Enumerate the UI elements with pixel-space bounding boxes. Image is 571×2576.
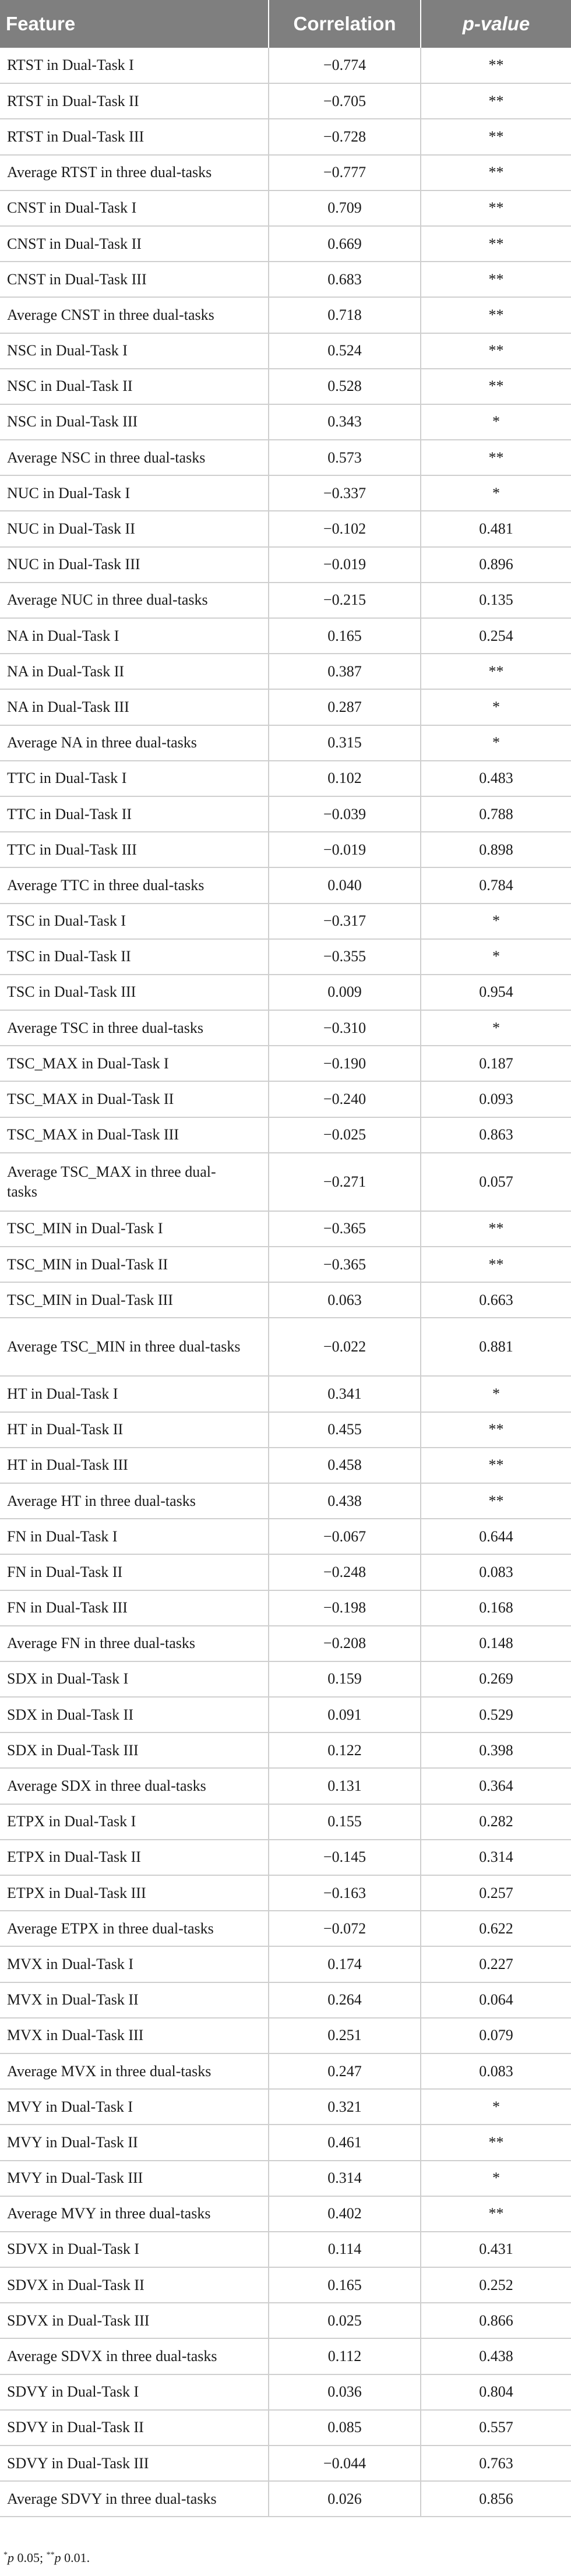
pvalue-cell: 0.398	[421, 1732, 571, 1768]
table-row	[0, 1376, 571, 1411]
table-row	[0, 1117, 571, 1153]
correlation-cell: 0.683	[269, 262, 421, 297]
pvalue-cell: *	[421, 939, 571, 975]
pvalue-cell: 0.135	[421, 583, 571, 618]
table-row	[0, 1982, 571, 2018]
table-row	[0, 2053, 571, 2089]
feature-cell: NUC in Dual-Task I	[0, 475, 269, 511]
table-row	[0, 1519, 571, 1554]
correlation-cell: 0.131	[269, 1768, 421, 1804]
pvalue-cell: 0.364	[421, 1768, 571, 1804]
table-row	[0, 1732, 571, 1768]
correlation-cell: −0.248	[269, 1554, 421, 1590]
correlation-cell: 0.091	[269, 1697, 421, 1732]
pvalue-cell: 0.863	[421, 1117, 571, 1153]
table-row	[0, 404, 571, 440]
feature-cell: SDVY in Dual-Task II	[0, 2410, 269, 2446]
correlation-cell: −0.728	[269, 119, 421, 154]
correlation-cell: 0.573	[269, 440, 421, 475]
feature-cell: Average CNST in three dual-tasks	[0, 297, 269, 333]
correlation-cell: −0.215	[269, 583, 421, 618]
table-row	[0, 1483, 571, 1519]
correlation-cell: 0.102	[269, 761, 421, 796]
header-correlation: Correlation	[269, 0, 421, 48]
feature-cell: CNST in Dual-Task III	[0, 262, 269, 297]
header-feature: Feature	[0, 0, 269, 48]
correlation-cell: −0.365	[269, 1211, 421, 1247]
feature-cell: SDVX in Dual-Task II	[0, 2267, 269, 2303]
correlation-cell: −0.337	[269, 475, 421, 511]
footnote-text-double: 0.01.	[61, 2550, 90, 2565]
correlation-cell: 0.341	[269, 1376, 421, 1411]
correlation-cell: −0.190	[269, 1046, 421, 1081]
pvalue-cell: 0.282	[421, 1804, 571, 1840]
feature-cell: TSC_MIN in Dual-Task III	[0, 1282, 269, 1318]
correlation-cell: 0.165	[269, 618, 421, 654]
table-row	[0, 1661, 571, 1697]
table-row	[0, 618, 571, 654]
pvalue-cell: 0.083	[421, 1554, 571, 1590]
correlation-cell: 0.063	[269, 1282, 421, 1318]
pvalue-cell: **	[421, 119, 571, 154]
feature-cell: ETPX in Dual-Task I	[0, 1804, 269, 1840]
table-row	[0, 119, 571, 154]
table-row	[0, 475, 571, 511]
table-header	[0, 0, 571, 48]
correlation-cell: 0.343	[269, 404, 421, 440]
table-row	[0, 1554, 571, 1590]
table-row	[0, 867, 571, 903]
correlation-cell: −0.102	[269, 511, 421, 546]
footnote-mark-double: **	[46, 2550, 55, 2560]
correlation-cell: 0.321	[269, 2089, 421, 2125]
feature-cell: Average SDVX in three dual-tasks	[0, 2338, 269, 2374]
pvalue-cell: 0.314	[421, 1840, 571, 1875]
table-body	[0, 48, 571, 2517]
pvalue-cell: **	[421, 369, 571, 404]
feature-cell: Average TTC in three dual-tasks	[0, 867, 269, 903]
feature-cell: TTC in Dual-Task I	[0, 761, 269, 796]
correlation-cell: −0.163	[269, 1875, 421, 1911]
correlation-cell: 0.669	[269, 226, 421, 262]
correlation-cell: 0.524	[269, 333, 421, 369]
table-row	[0, 904, 571, 939]
correlation-cell: −0.310	[269, 1010, 421, 1046]
pvalue-cell: 0.083	[421, 2053, 571, 2089]
correlation-cell: 0.264	[269, 1982, 421, 2018]
pvalue-cell: **	[421, 654, 571, 689]
table-row	[0, 2267, 571, 2303]
feature-cell: MVX in Dual-Task III	[0, 2018, 269, 2053]
table-row	[0, 262, 571, 297]
correlation-cell: −0.039	[269, 796, 421, 832]
pvalue-cell: *	[421, 1376, 571, 1411]
correlation-cell: −0.072	[269, 1911, 421, 1946]
pvalue-cell: 0.057	[421, 1153, 571, 1211]
feature-cell: Average TSC_MAX in three dual-tasks	[0, 1153, 269, 1211]
table-row	[0, 83, 571, 119]
pvalue-cell: 0.438	[421, 2338, 571, 2374]
pvalue-cell: 0.483	[421, 761, 571, 796]
footnote-mark-single: *	[3, 2550, 8, 2560]
pvalue-cell: **	[421, 190, 571, 226]
table-row	[0, 1768, 571, 1804]
correlation-cell: 0.025	[269, 2303, 421, 2338]
pvalue-cell: 0.866	[421, 2303, 571, 2338]
correlation-cell: 0.455	[269, 1412, 421, 1448]
table-row	[0, 2446, 571, 2481]
table-row	[0, 975, 571, 1010]
table-row	[0, 725, 571, 761]
correlation-cell: −0.198	[269, 1590, 421, 1626]
footnote-text-single: 0.05;	[14, 2550, 47, 2565]
feature-cell: SDX in Dual-Task I	[0, 1661, 269, 1697]
pvalue-cell: 0.093	[421, 1081, 571, 1117]
feature-cell: RTST in Dual-Task III	[0, 119, 269, 154]
feature-cell: HT in Dual-Task I	[0, 1376, 269, 1411]
correlation-cell: 0.085	[269, 2410, 421, 2446]
table-row	[0, 155, 571, 190]
table-row	[0, 1153, 571, 1211]
feature-cell: TSC_MIN in Dual-Task I	[0, 1211, 269, 1247]
pvalue-cell: 0.784	[421, 867, 571, 903]
feature-cell: SDVX in Dual-Task III	[0, 2303, 269, 2338]
table-row	[0, 796, 571, 832]
table-row	[0, 583, 571, 618]
table-row	[0, 297, 571, 333]
table-row	[0, 832, 571, 867]
pvalue-cell: 0.763	[421, 2446, 571, 2481]
correlation-cell: −0.019	[269, 547, 421, 583]
feature-cell: TSC_MIN in Dual-Task II	[0, 1247, 269, 1282]
table-row	[0, 1247, 571, 1282]
correlation-cell: 0.009	[269, 975, 421, 1010]
feature-cell: SDVY in Dual-Task I	[0, 2374, 269, 2410]
correlation-cell: 0.159	[269, 1661, 421, 1697]
pvalue-cell: 0.557	[421, 2410, 571, 2446]
correlation-cell: 0.155	[269, 1804, 421, 1840]
pvalue-cell: **	[421, 333, 571, 369]
pvalue-cell: **	[421, 2196, 571, 2232]
feature-cell: MVY in Dual-Task III	[0, 2161, 269, 2196]
pvalue-cell: 0.804	[421, 2374, 571, 2410]
header-pvalue	[421, 0, 571, 48]
correlation-cell: 0.036	[269, 2374, 421, 2410]
feature-cell: Average NA in three dual-tasks	[0, 725, 269, 761]
feature-cell: TSC in Dual-Task III	[0, 975, 269, 1010]
table-row	[0, 2089, 571, 2125]
table-row	[0, 511, 571, 546]
table-row	[0, 2338, 571, 2374]
table-row	[0, 1590, 571, 1626]
table-row	[0, 440, 571, 475]
pvalue-cell: 0.898	[421, 832, 571, 867]
correlation-cell: 0.040	[269, 867, 421, 903]
feature-cell: CNST in Dual-Task II	[0, 226, 269, 262]
correlation-cell: −0.067	[269, 1519, 421, 1554]
table-row	[0, 1626, 571, 1661]
table-row	[0, 2125, 571, 2160]
pvalue-cell: **	[421, 1483, 571, 1519]
pvalue-cell: 0.187	[421, 1046, 571, 1081]
pvalue-cell: 0.788	[421, 796, 571, 832]
table-row	[0, 226, 571, 262]
correlation-cell: −0.365	[269, 1247, 421, 1282]
feature-cell: MVY in Dual-Task II	[0, 2125, 269, 2160]
feature-cell: FN in Dual-Task II	[0, 1554, 269, 1590]
feature-cell: NSC in Dual-Task II	[0, 369, 269, 404]
table-row	[0, 761, 571, 796]
table-row	[0, 1911, 571, 1946]
table-row	[0, 654, 571, 689]
table-row	[0, 2303, 571, 2338]
table-row	[0, 689, 571, 725]
pvalue-cell: *	[421, 2161, 571, 2196]
correlation-cell: 0.112	[269, 2338, 421, 2374]
feature-cell: NA in Dual-Task I	[0, 618, 269, 654]
pvalue-cell: *	[421, 404, 571, 440]
feature-cell: SDX in Dual-Task III	[0, 1732, 269, 1768]
correlation-cell: −0.355	[269, 939, 421, 975]
correlation-cell: 0.387	[269, 654, 421, 689]
correlation-cell: −0.044	[269, 2446, 421, 2481]
correlation-cell: 0.314	[269, 2161, 421, 2196]
pvalue-cell: 0.257	[421, 1875, 571, 1911]
feature-cell: TSC_MAX in Dual-Task II	[0, 1081, 269, 1117]
correlation-cell: 0.461	[269, 2125, 421, 2160]
pvalue-cell: 0.622	[421, 1911, 571, 1946]
pvalue-cell: 0.252	[421, 2267, 571, 2303]
feature-cell: Average SDVY in three dual-tasks	[0, 2481, 269, 2517]
feature-cell: TSC in Dual-Task I	[0, 904, 269, 939]
pvalue-cell: 0.896	[421, 547, 571, 583]
feature-cell: CNST in Dual-Task I	[0, 190, 269, 226]
pvalue-cell: *	[421, 689, 571, 725]
correlation-cell: 0.114	[269, 2232, 421, 2267]
pvalue-cell: 0.227	[421, 1946, 571, 1982]
feature-cell: MVX in Dual-Task I	[0, 1946, 269, 1982]
feature-cell: Average TSC in three dual-tasks	[0, 1010, 269, 1046]
pvalue-cell: *	[421, 2089, 571, 2125]
feature-cell: Average ETPX in three dual-tasks	[0, 1911, 269, 1946]
correlation-cell: −0.774	[269, 48, 421, 83]
pvalue-cell: **	[421, 1211, 571, 1247]
table-row	[0, 1318, 571, 1376]
feature-cell: SDVY in Dual-Task III	[0, 2446, 269, 2481]
pvalue-cell: *	[421, 475, 571, 511]
table-row	[0, 1081, 571, 1117]
feature-cell: Average SDX in three dual-tasks	[0, 1768, 269, 1804]
correlation-cell: 0.458	[269, 1448, 421, 1483]
feature-cell: TSC in Dual-Task II	[0, 939, 269, 975]
feature-cell: Average TSC_MIN in three dual-tasks	[0, 1318, 269, 1376]
pvalue-cell: **	[421, 440, 571, 475]
pvalue-cell: 0.254	[421, 618, 571, 654]
table-row	[0, 1282, 571, 1318]
feature-cell: RTST in Dual-Task I	[0, 48, 269, 83]
correlation-cell: 0.315	[269, 725, 421, 761]
pvalue-cell: **	[421, 83, 571, 119]
feature-cell: Average MVY in three dual-tasks	[0, 2196, 269, 2232]
pvalue-cell: **	[421, 297, 571, 333]
feature-cell: Average FN in three dual-tasks	[0, 1626, 269, 1661]
pvalue-cell: 0.269	[421, 1661, 571, 1697]
pvalue-cell: 0.529	[421, 1697, 571, 1732]
table-row	[0, 939, 571, 975]
feature-cell: TTC in Dual-Task II	[0, 796, 269, 832]
feature-cell: TSC_MAX in Dual-Task III	[0, 1117, 269, 1153]
correlation-cell: −0.317	[269, 904, 421, 939]
correlation-cell: −0.022	[269, 1318, 421, 1376]
correlation-cell: 0.026	[269, 2481, 421, 2517]
table-row	[0, 1946, 571, 1982]
feature-cell: NA in Dual-Task III	[0, 689, 269, 725]
correlation-cell: −0.025	[269, 1117, 421, 1153]
feature-cell: ETPX in Dual-Task III	[0, 1875, 269, 1911]
pvalue-cell: **	[421, 1412, 571, 1448]
header-pvalue-text: p-value	[462, 13, 530, 34]
feature-cell: RTST in Dual-Task II	[0, 83, 269, 119]
pvalue-cell: **	[421, 155, 571, 190]
table-row	[0, 1697, 571, 1732]
feature-cell: Average RTST in three dual-tasks	[0, 155, 269, 190]
table-row	[0, 333, 571, 369]
feature-cell: TTC in Dual-Task III	[0, 832, 269, 867]
pvalue-cell: **	[421, 1448, 571, 1483]
table-row	[0, 2481, 571, 2517]
pvalue-cell: **	[421, 1247, 571, 1282]
correlation-cell: 0.402	[269, 2196, 421, 2232]
pvalue-cell: 0.644	[421, 1519, 571, 1554]
pvalue-cell: *	[421, 904, 571, 939]
table-row	[0, 1875, 571, 1911]
feature-cell: NSC in Dual-Task III	[0, 404, 269, 440]
correlation-cell: 0.438	[269, 1483, 421, 1519]
table-row	[0, 1448, 571, 1483]
feature-cell: NUC in Dual-Task III	[0, 547, 269, 583]
correlation-cell: 0.251	[269, 2018, 421, 2053]
table-row	[0, 2410, 571, 2446]
feature-cell: Average MVX in three dual-tasks	[0, 2053, 269, 2089]
feature-cell: TSC_MAX in Dual-Task I	[0, 1046, 269, 1081]
pvalue-cell: **	[421, 262, 571, 297]
feature-cell: HT in Dual-Task III	[0, 1448, 269, 1483]
feature-cell: NUC in Dual-Task II	[0, 511, 269, 546]
pvalue-cell: 0.954	[421, 975, 571, 1010]
correlation-cell: −0.705	[269, 83, 421, 119]
feature-cell: NA in Dual-Task II	[0, 654, 269, 689]
table-row	[0, 1010, 571, 1046]
table-row	[0, 48, 571, 83]
correlation-cell: −0.240	[269, 1081, 421, 1117]
table-row	[0, 547, 571, 583]
correlation-cell: 0.718	[269, 297, 421, 333]
feature-cell: NSC in Dual-Task I	[0, 333, 269, 369]
feature-cell: FN in Dual-Task I	[0, 1519, 269, 1554]
correlation-cell: 0.528	[269, 369, 421, 404]
feature-cell: ETPX in Dual-Task II	[0, 1840, 269, 1875]
pvalue-cell: **	[421, 226, 571, 262]
correlation-cell: −0.777	[269, 155, 421, 190]
feature-cell: Average NUC in three dual-tasks	[0, 583, 269, 618]
feature-cell: SDVX in Dual-Task I	[0, 2232, 269, 2267]
pvalue-cell: 0.168	[421, 1590, 571, 1626]
footnote-p-single: p	[8, 2550, 14, 2565]
feature-cell: MVX in Dual-Task II	[0, 1982, 269, 2018]
table-row	[0, 1211, 571, 1247]
correlation-cell: 0.165	[269, 2267, 421, 2303]
table-row	[0, 1840, 571, 1875]
correlation-cell: 0.709	[269, 190, 421, 226]
pvalue-cell: *	[421, 725, 571, 761]
pvalue-cell: **	[421, 48, 571, 83]
table-row	[0, 2196, 571, 2232]
pvalue-cell: *	[421, 1010, 571, 1046]
table-row	[0, 190, 571, 226]
table-row	[0, 1412, 571, 1448]
table-row	[0, 1046, 571, 1081]
pvalue-cell: 0.663	[421, 1282, 571, 1318]
table-row	[0, 369, 571, 404]
correlation-cell: 0.247	[269, 2053, 421, 2089]
feature-cell: HT in Dual-Task II	[0, 1412, 269, 1448]
pvalue-cell: 0.431	[421, 2232, 571, 2267]
correlation-cell: 0.174	[269, 1946, 421, 1982]
pvalue-cell: 0.856	[421, 2481, 571, 2517]
pvalue-cell: 0.148	[421, 1626, 571, 1661]
correlation-cell: −0.208	[269, 1626, 421, 1661]
feature-cell: MVY in Dual-Task I	[0, 2089, 269, 2125]
table-row	[0, 2232, 571, 2267]
table-row	[0, 2374, 571, 2410]
feature-cell: SDX in Dual-Task II	[0, 1697, 269, 1732]
pvalue-cell: 0.881	[421, 1318, 571, 1376]
correlation-cell: −0.019	[269, 832, 421, 867]
table-row	[0, 1804, 571, 1840]
footnote-p-double: p	[54, 2550, 61, 2565]
table-row	[0, 2018, 571, 2053]
feature-cell: FN in Dual-Task III	[0, 1590, 269, 1626]
correlation-cell: 0.287	[269, 689, 421, 725]
pvalue-cell: 0.079	[421, 2018, 571, 2053]
pvalue-cell: 0.481	[421, 511, 571, 546]
feature-cell: Average NSC in three dual-tasks	[0, 440, 269, 475]
correlation-cell: 0.122	[269, 1732, 421, 1768]
correlation-cell: −0.145	[269, 1840, 421, 1875]
pvalue-cell: 0.064	[421, 1982, 571, 2018]
table-footnote	[3, 2550, 90, 2566]
feature-cell: Average HT in three dual-tasks	[0, 1483, 269, 1519]
pvalue-cell: **	[421, 2125, 571, 2160]
table-row	[0, 2161, 571, 2196]
correlation-cell: −0.271	[269, 1153, 421, 1211]
